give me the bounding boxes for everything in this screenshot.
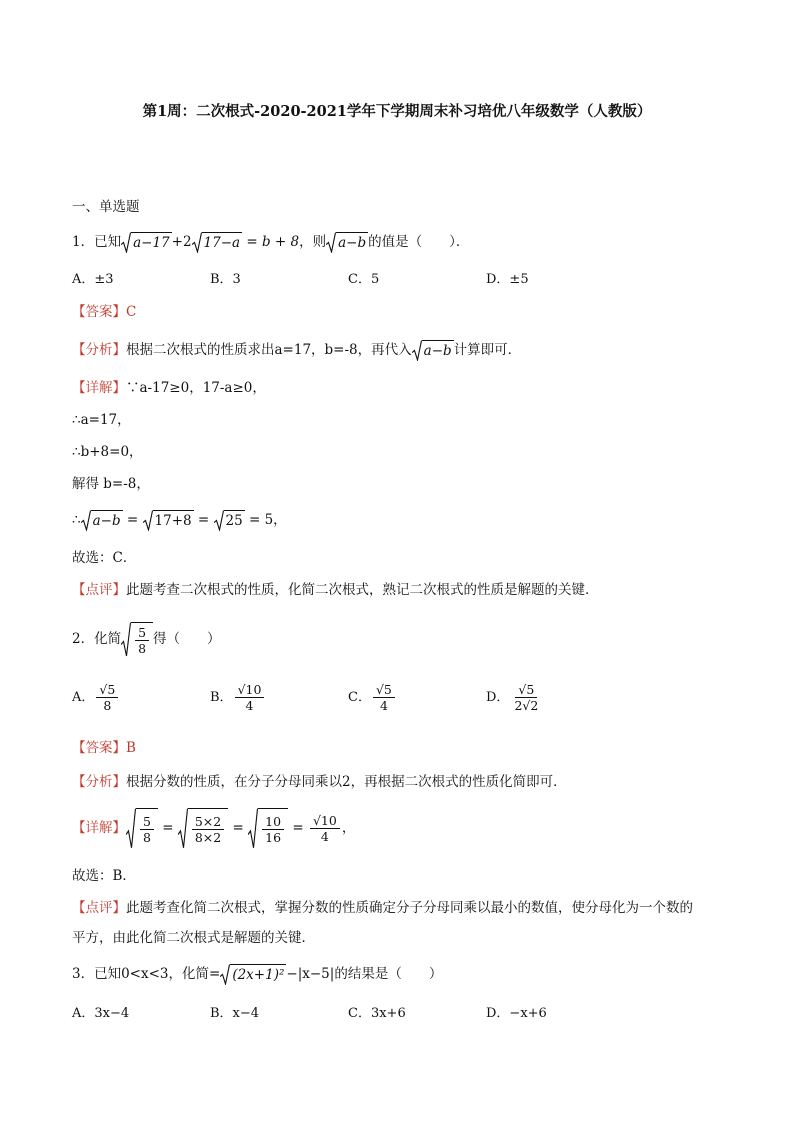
q1-comment: 【点评】此题考查二次根式的性质，化简二次根式，熟记二次根式的性质是解题的关键．: [72, 582, 599, 598]
q1-radical-1: a−17: [121, 232, 172, 253]
q3-radical: (2x+1)²: [220, 964, 286, 985]
q2-option-c: C． $\frac{√5}{4}$: [348, 680, 397, 716]
q3-option-a: A．3x−4: [72, 1006, 130, 1021]
q2-conclusion: 故选：B．: [72, 868, 136, 884]
q3-option-b: B．x−4: [210, 1006, 260, 1021]
q1-detail-4: 解得 b=-8，: [72, 476, 150, 492]
q1-conclusion: 故选：C．: [72, 550, 137, 566]
q3-option-d: D．−x+6: [486, 1006, 547, 1021]
question-3: 3．已知0<x<3，化简= (2x+1)² −|x−5|的结果是（ ）: [72, 966, 443, 983]
q1-detail-radical-3: 25: [214, 510, 245, 531]
question-2: 2．化简 $\frac{5}{8}$ 得（ ）: [72, 622, 221, 657]
q2-detail-radical-3: $\frac{10}{16}$: [248, 808, 288, 849]
q2-answer: 【答案】B: [72, 740, 136, 756]
q2-option-b: B． $\frac{√10}{4}$: [210, 680, 266, 716]
q1-detail-2: ∴a=17，: [72, 412, 131, 428]
q1-radical-2: 17−a: [192, 232, 243, 253]
q1-detail-radical-1: a−b: [81, 510, 123, 531]
q2-option-d: D． $\frac{√5}{2√2}$: [486, 682, 539, 713]
q1-detail-5: ∴ a−b = 17+8 = 25 = 5，: [72, 512, 287, 529]
q1-detail-3: ∴b+8=0，: [72, 444, 143, 460]
q1-prefix: 1．已知: [72, 234, 122, 250]
question-1: 1．已知 a−17 +2 17−a = b + 8，则 a−b 的值是（ ）．: [72, 234, 470, 251]
q1-option-a: A．±3: [72, 272, 114, 287]
q3-option-c: C．3x+6: [348, 1006, 406, 1021]
q2-detail-radical-1: $\frac{5}{8}$: [126, 808, 158, 849]
q1-radical-3: a−b: [326, 232, 368, 253]
q1-analysis-radical: a−b: [412, 340, 454, 361]
q2-radical: $\frac{5}{8}$: [121, 622, 153, 657]
q2-detail: 【详解】 $\frac{5}{8}$ = $\frac{5\times 2}{8\times 2}$ = $\frac{10}{16}$ = $\frac{√10}{4}$ ，: [72, 808, 355, 849]
q1-detail-radical-2: 17+8: [143, 510, 194, 531]
q1-option-b: B．3: [210, 272, 241, 287]
q2-option-a: A． $\frac{√5}{8}$: [72, 680, 120, 716]
q1-analysis: 【分析】根据二次根式的性质求出a=17，b=-8，再代入 a−b 计算即可．: [72, 342, 522, 359]
q2-comment-2: 平方，由此化简二次根式是解题的关键．: [72, 930, 315, 946]
q1-option-d: D．±5: [486, 272, 529, 287]
q2-analysis: 【分析】根据分数的性质，在分子分母同乘以2，再根据二次根式的性质化简即可．: [72, 774, 567, 790]
q2-detail-radical-2: $\frac{5\times 2}{8\times 2}$: [178, 808, 228, 849]
q1-detail-1: 【详解】∵a-17≥0，17-a≥0，: [72, 380, 266, 396]
q2-comment-1: 【点评】此题考查化简二次根式，掌握分数的性质确定分子分母同乘以最小的数值，使分母化为一个数的: [72, 900, 693, 916]
q1-answer: 【答案】C: [72, 304, 137, 320]
q1-option-c: C．5: [348, 272, 380, 287]
section-heading: 一、单选题: [72, 199, 140, 215]
page-title: 第1周：二次根式-2020-2021学年下学期周末补习培优八年级数学（人教版）: [142, 103, 652, 120]
